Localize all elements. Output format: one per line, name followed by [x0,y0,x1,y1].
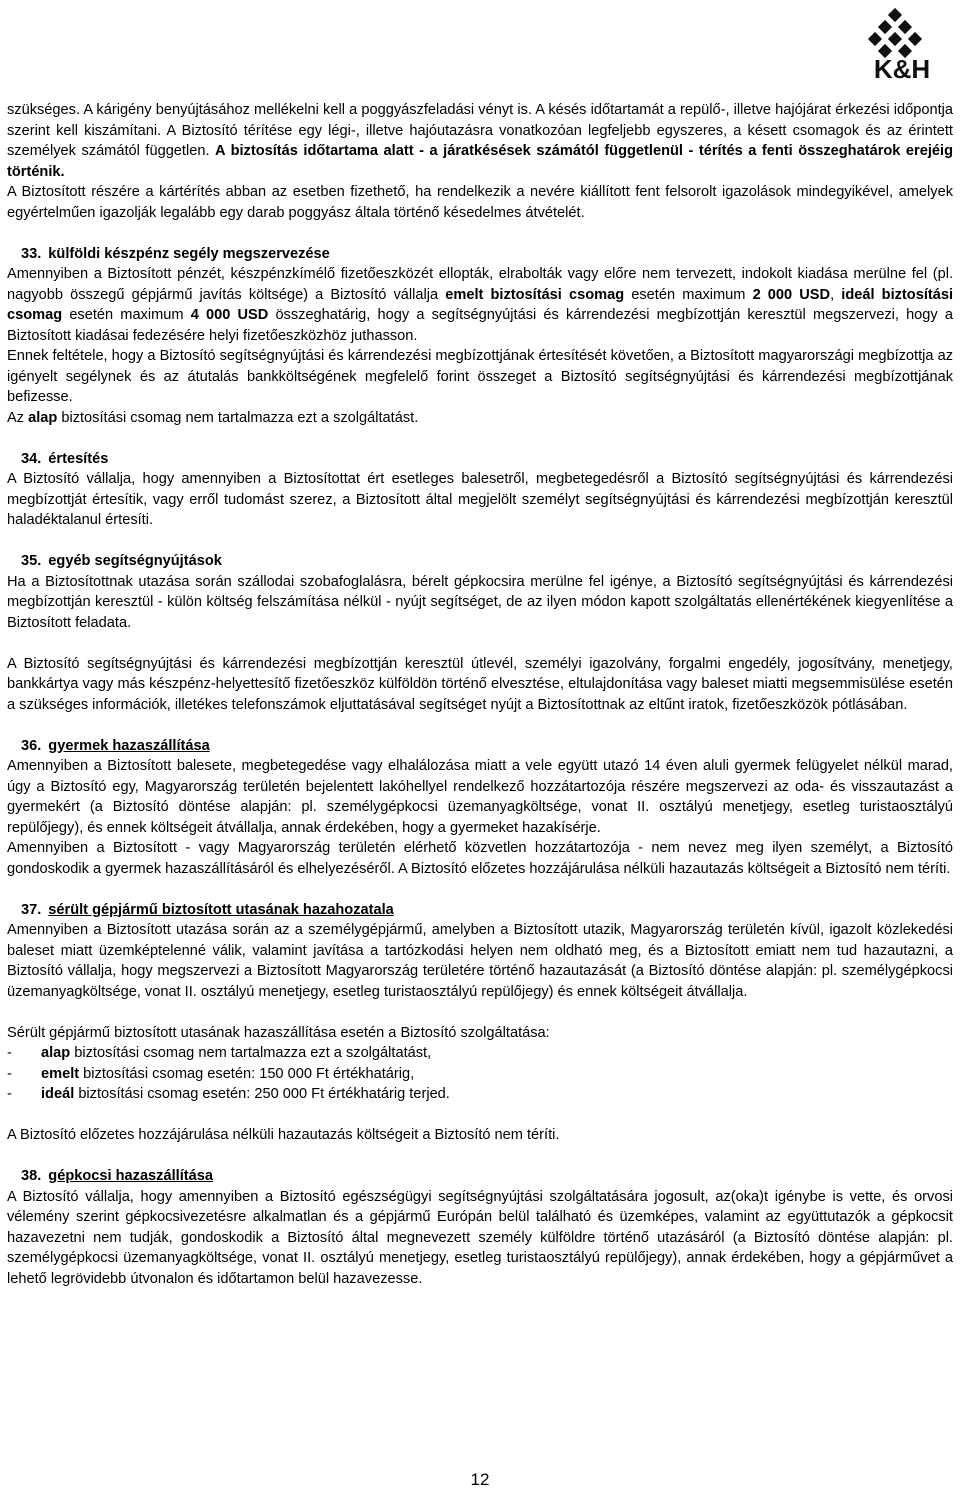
section-title: egyéb segítségnyújtások [48,553,222,569]
paragraph-gap [7,223,953,244]
paragraph-gap [7,531,953,552]
text-run: A Biztosító vállalja, hogy amennyiben a Biztosítottat ért esetleges balesetről, megbetegedésről a Biztosító segítségnyújtási és kárrendezési megbízottját értesítik, vagy erről tudomást szerez, a Biztosított által megjelölt személyt segítségnyújtási és kárrendezési megbízottján keresztül haladéktalanul értesíti. [7,471,953,528]
section-number: 37. [21,901,42,918]
section-title: gépkocsi hazaszállítása [48,1168,213,1184]
section-number: 38. [21,1168,42,1184]
bold-text-run: A biztosítás időtartama alatt - a járatkésések számától függetlenül - térítés a fenti összeghatárok erejéig történik. [7,143,953,180]
paragraph [7,264,953,346]
section-heading [7,736,953,757]
text-run: , [830,286,842,303]
text-run: biztosítási csomag esetén: 150 000 Ft értékhatárig, [79,1065,415,1082]
page-number: 12 [470,1470,490,1489]
text-run: Amennyiben a Biztosított - vagy Magyarország területén elérhető közvetlen hozzátartozója - nem nevez meg ilyen személyt, a Biztosító gondoskodik a gyermek hazaszállításáról és elhelyezéséről. A Biztosító előzetes hozzájárulása nélküli hazautazás költségeit a Biztosító nem téríti. [7,840,953,877]
paragraph [7,756,953,838]
paragraph-gap [7,633,953,654]
text-run: A Biztosított részére a kártérítés abban az esetben fizethető, ha rendelkezik a nevére kiállított fent felsorolt igazolások mindegyikével, amelyek egyértelműen igazolják legalább egy darab poggyász általa történő késedelmes átvételét. [7,184,953,221]
section-title: értesítés [48,450,109,467]
section-title: sérült gépjármű biztosított utasának hazahozatala [48,901,394,918]
paragraph [7,1023,953,1044]
text-run: A Biztosító segítségnyújtási és kárrendezési megbízottján keresztül útlevél, személyi igazolvány, forgalmi engedély, jogosítvány, menetjegy, bankkártya vagy más készpénz-helyettesítő fizetőeszköz külföldön történő elvesztése, eltulajdonítása vagy baleset miatti megsemmisülése esetén a szükséges információk, illetékes telefonszámok eljuttatásával segítséget nyújt a Biztosítottnak az eltűnt iratok, fizetőeszközök pótlásában. [7,655,953,713]
text-run: Az [7,409,29,426]
paragraph [7,182,953,223]
list-item [7,1084,953,1105]
text-run: Amennyiben a Biztosított pénzét, készpénzkímélő fizetőeszközét ellopták, elrabolták vagy előre nem tervezett, indokolt kiadása merülne fel (pl. nagyobb összegű gépjármű javítás költsége) a Biztosító vállalja [7,266,953,303]
list-dash: - [7,1086,12,1102]
text-run: biztosítási csomag esetén: 250 000 Ft értékhatárig terjed. [74,1086,450,1102]
bold-text-run: ideál biztosítási csomag [7,286,954,323]
bold-text-run: ideál [41,1086,75,1102]
bold-text-run: emelt [41,1065,80,1082]
section-heading [7,1166,953,1187]
section-heading [7,900,953,921]
section-number: 34. [21,450,42,467]
list-item [7,1043,953,1064]
paragraph [7,920,953,1002]
paragraph-gap [7,715,953,736]
text-run: Sérült gépjármű biztosított utasának hazaszállítása esetén a Biztosító szolgáltatása: [7,1024,550,1041]
bold-text-run: 2 000 USD [752,286,831,303]
paragraph [7,654,953,716]
paragraph-gap [7,1105,953,1126]
text-run: szükséges. A kárigény benyújtásához mellékelni kell a poggyászfeladási vényt is. A késés időtartamát a repülő-, illetve hajójárat érkezési időpontja szerint kell kiszámítani. A Biztosító térítése egy légi-, illetve hajóutazásra vonatkozóan legfeljebb egyszeres, a késett csomagok és az érintett személyek számától független. [7,102,953,159]
paragraph [7,1187,953,1290]
bold-text-run: emelt biztosítási csomag [445,286,625,303]
paragraph [7,100,953,182]
kh-logo-icon [852,4,952,82]
paragraph [7,346,953,408]
paragraph [7,838,953,879]
paragraph-gap [7,879,953,900]
text-run: esetén maximum [624,286,753,303]
paragraph [7,469,953,531]
paragraph [7,408,953,429]
paragraph [7,1125,953,1146]
document-body [7,100,953,1289]
paragraph-gap [7,428,953,449]
text-run: Ennek feltétele, hogy a Biztosító segítségnyújtási és kárrendezési megbízottjának értesítését követően, a Biztosított magyarországi megbízottja az igényelt segélynek és az átutalás bankköltségének megfelelő forint összeget a Biztosító segítségnyújtási és kárrendezési megbízottjának befizesse. [7,348,953,405]
list-dash: - [7,1065,12,1082]
text-run: biztosítási csomag nem tartalmazza ezt a szolgáltatást, [70,1045,432,1061]
section-title: gyermek hazaszállítása [48,737,210,754]
paragraph-gap [7,1146,953,1167]
paragraph [7,572,953,634]
paragraph-gap [7,1002,953,1023]
list-dash: - [7,1045,12,1061]
text-run: Amennyiben a Biztosított utazása során az a személygépjármű, amelyben a Biztosított utazik, Magyarország területén kívül, igazolt közlekedési baleset miatt üzemképtelenné válik, valamint javítása a tartózkodási helyen nem oldható meg, és a Biztosított emiatt nem tud hazautazni, a Biztosító vállalja, hogy megszervezi a Biztosított Magyarország területére történő hazautazását (a Biztosító döntése alapján: pl. személygépkocsi üzemanyagköltsége, vonat II. osztályú menetjegy, esetleg turistaosztályú repülőjegy) és ennek költségeit átvállalja. [7,922,953,1000]
svg-text:K&H: K&H [873,54,931,82]
bold-text-run: alap [41,1045,71,1061]
section-heading [7,551,953,572]
section-heading [7,244,953,265]
section-title: külföldi készpénz segély megszervezése [48,245,330,262]
text-run: biztosítási csomag nem tartalmazza ezt a szolgáltatást. [57,409,419,426]
text-run: összeghatárig, hogy a segítségnyújtási és kárrendezési megbízottján keresztül megszervezi, hogy a Biztosított kiadásai fedezésére helyi fizetőeszközhöz juthasson. [7,307,953,344]
text-run: esetén maximum [62,307,191,323]
kh-logo [852,4,952,82]
text-run: Ha a Biztosítottnak utazása során szállodai szobafoglalásra, bérelt gépkocsira merülne fel igénye, a Biztosító segítségnyújtási és kárrendezési megbízottján keresztül - külön költség felszámítása nélkül - nyújt segítséget, de az ilyen módon kapott szolgáltatás ellenértékének kiegyenlítése a Biztosított feladata. [7,573,953,631]
text-run: Amennyiben a Biztosított balesete, megbetegedése vagy elhalálozása miatt a vele együtt utazó 14 éven aluli gyermek felügyelet nélkül marad, úgy a Biztosító egy, Magyarország területén bejelentett lakóhellyel rendelkező hozzátartozója részére megszervezi az oda- és visszautazást a gyermekért (a Biztosító döntése alapján: pl. személygépkocsi üzemanyagköltsége, vonat II. osztályú menetjegy, esetleg turistaosztályú repülőjegy), és ennek költségeit átvállalja, annak érdekében, hogy a gyermeket hazakísérje. [7,758,953,836]
section-number: 36. [21,737,42,754]
section-number: 33. [21,245,42,262]
text-run: A Biztosító előzetes hozzájárulása nélküli hazautazás költségeit a Biztosító nem téríti. [7,1127,560,1143]
bold-text-run: 4 000 USD [190,307,269,323]
section-heading [7,449,953,470]
bold-text-run: alap [28,409,58,426]
list-item [7,1064,953,1085]
text-run: A Biztosító vállalja, hogy amennyiben a Biztosító egészségügyi segítségnyújtási szolgáltatására jogosult, az(oka)t igénybe is vette, és orvosi vélemény szerint gépkocsivezetésre alkalmatlan és a gépjármű Európán belül található és üzemképes, valamint az együttutazók a gépkocsit hazavezetni nem tudják, gondoskodik a Biztosító által megnevezett személy külföldre történő utazásáról (a Biztosító döntése alapján: pl. személygépkocsi üzemanyagköltsége, vonat II. osztályú menetjegy, esetleg turistaosztályú repülőjegy), annak érdekében, hogy a gépjárművet a lehető legrövidebb útvonalon és időtartamon belül hazavezesse. [7,1188,953,1287]
bullet-list [7,1043,953,1105]
section-number: 35. [21,553,42,569]
